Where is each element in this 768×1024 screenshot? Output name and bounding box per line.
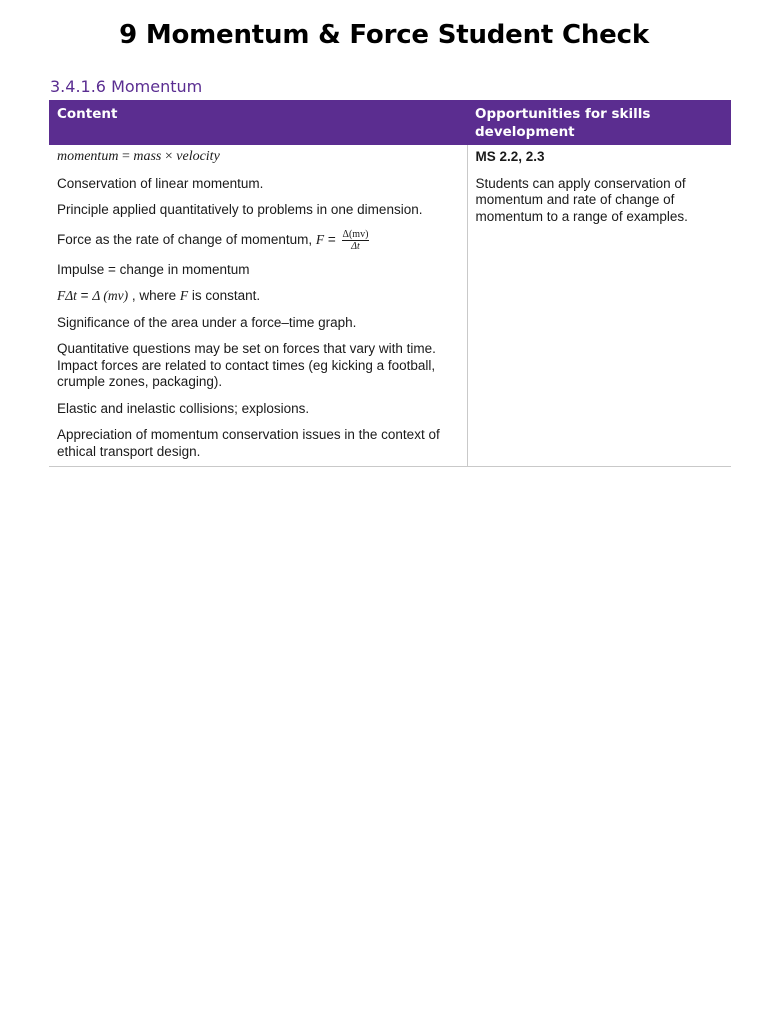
force-fraction: [342, 229, 370, 252]
section-heading: 3.4.1.6 Momentum: [50, 77, 203, 96]
impulse-equals: =: [76, 288, 93, 303]
skills-cell: [467, 145, 731, 467]
force-symbol: F: [315, 231, 325, 247]
times-sign: ×: [161, 149, 177, 164]
mass-term: mass: [133, 149, 162, 164]
document-title: 9 Momentum & Force Student Check: [119, 20, 649, 50]
content-column-header: Content: [49, 100, 467, 145]
appreciation-item: Appreciation of momentum conservation issues in the context of ethical transport design.: [57, 427, 440, 459]
impulse-equation: [57, 288, 459, 305]
ms-reference: MS 2.2, 2.3: [475, 149, 545, 164]
equals-sign: =: [118, 149, 134, 164]
collisions-item: Elastic and inelastic collisions; explosions.: [57, 400, 310, 416]
impulse-lhs: FΔt: [57, 288, 77, 303]
momentum-definition: [57, 149, 459, 166]
quantitative-item: Quantitative questions may be set on forces that vary with time. Impact forces are related to contact times (eg kicking a football, crumple zones, packaging).: [57, 341, 436, 389]
area-item: Significance of the area under a force–time graph.: [57, 314, 357, 330]
momentum-term: momentum: [57, 149, 119, 164]
impulse-symbol: F: [179, 288, 189, 303]
conservation-item: Conservation of linear momentum.: [57, 175, 264, 191]
content-cell: [49, 145, 467, 467]
impulse-where: , where: [128, 288, 180, 303]
force-equals: =: [324, 231, 340, 247]
force-rate-item: [57, 229, 459, 252]
skills-column-header: Opportunities for skills development: [467, 100, 731, 145]
velocity-term: velocity: [176, 149, 220, 164]
table-row: [49, 145, 731, 467]
table-header-row: [49, 100, 731, 145]
force-rate-text: Force as the rate of change of momentum,: [57, 231, 316, 247]
fraction-numerator: Δ(mv): [342, 228, 369, 240]
impulse-rhs: Δ (mv): [92, 288, 129, 303]
principle-item: Principle applied quantitatively to problems in one dimension.: [57, 202, 423, 217]
specification-table: [49, 100, 731, 467]
impulse-tail: is constant.: [188, 288, 261, 303]
fraction-denominator: Δt: [351, 240, 360, 252]
skills-description: Students can apply conservation of momentum and rate of change of momentum to a range of examples.: [475, 175, 688, 224]
impulse-item: Impulse = change in momentum: [57, 261, 250, 277]
